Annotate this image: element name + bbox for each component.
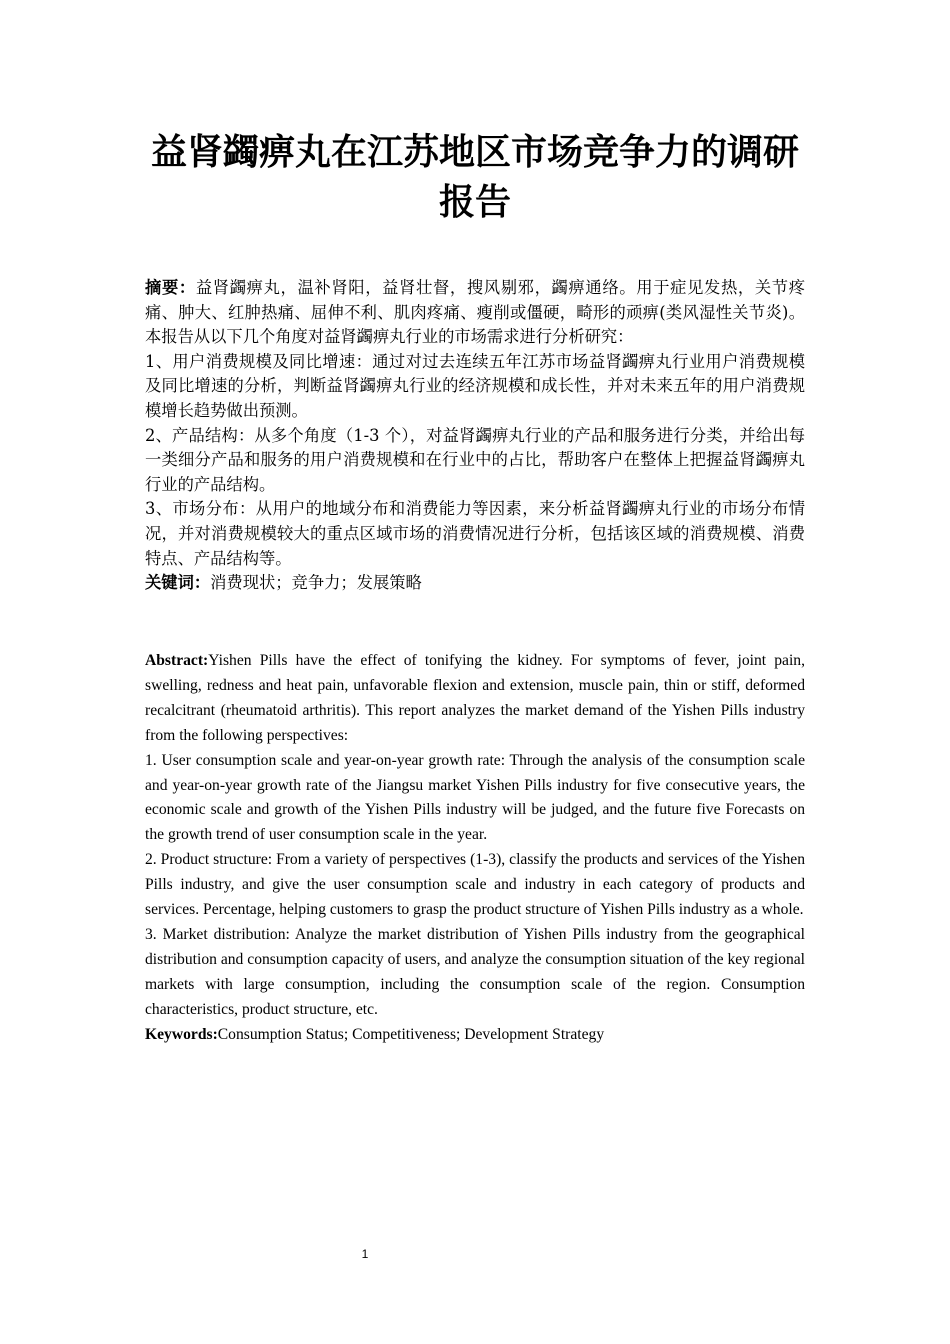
abstract-en-item-1: 1. User consumption scale and year-on-year growth rate: Through the analysis of the consumption scale and year-on-year growth rate of the Jiangsu market Yishen Pills industry for five consecutive years, the economic scale and growth of the Yishen Pills industry will be judged, and the future five Forecasts on the growth trend of user consumption scale in the year.: [145, 751, 805, 844]
keywords-cn-label: 关键词：: [145, 573, 211, 593]
keywords-en-label: Keywords:: [145, 1025, 218, 1043]
keywords-cn: [145, 571, 805, 596]
abstract-cn-item-1: 1、用户消费规模及同比增速：通过对过去连续五年江苏市场益肾蠲痹丸行业用户消费规模及同比增速的分析，判断益肾蠲痹丸行业的经济规模和成长性，并对未来五年的用户消费规模增长趋势做出预测。: [145, 351, 805, 420]
abstract-en-text: Yishen Pills have the effect of tonifying the kidney. For symptoms of fever, joint pain, swelling, redness and heat pain, unfavorable flexion and extension, muscle pain, thin or stiff, deformed recalcitrant (rheumatoid arthritis). This report analyzes the market demand of the Yishen Pills industry from the following perspectives:: [145, 652, 805, 744]
abstract-en-label: Abstract:: [145, 652, 209, 669]
abstract-en-paragraph: [145, 649, 805, 749]
page-title: 益肾蠲痹丸在江苏地区市场竞争力的调研报告: [150, 132, 799, 223]
abstract-cn-text: 益肾蠲痹丸，温补肾阳，益肾壮督，搜风剔邪，蠲痹通络。用于症见发热，关节疼痛、肿大、红肿热痛、屈伸不利、肌肉疼痛、瘦削或僵硬，畸形的顽痹(类风湿性关节炎)。本报告从以下几个角度对益肾蠲痹丸行业的市场需求进行分析研究：: [145, 278, 805, 347]
abstract-chinese: [145, 276, 805, 596]
abstract-cn-label: 摘要：: [145, 278, 196, 297]
page-number: 1: [361, 1247, 369, 1261]
keywords-cn-text: 消费现状；竞争力；发展策略: [210, 573, 422, 593]
abstract-en-item-2: 2. Product structure: From a variety of perspectives (1-3), classify the products and services of the Yishen Pills industry, and give the user consumption scale and industry in each category of products and services. Percentage, helping customers to grasp the product structure of Yishen Pills industry as a whole.: [145, 851, 805, 919]
abstract-en-item-3: 3. Market distribution: Analyze the market distribution of Yishen Pills industry from the geographical distribution and consumption capacity of users, and analyze the consumption situation of the key regional markets with large consumption, including the consumption scale of the region. Consumption characteristics, product structure, etc.: [145, 925, 805, 1018]
abstract-cn-paragraph: [145, 276, 805, 350]
abstract-cn-item-2: 2、产品结构：从多个角度（1-3 个），对益肾蠲痹丸行业的产品和服务进行分类，并给出每一类细分产品和服务的用户消费规模和在行业中的占比，帮助客户在整体上把握益肾蠲痹丸行业的产品结构。: [145, 425, 805, 494]
abstract-english: [145, 649, 805, 1048]
abstract-cn-item-3: 3、市场分布：从用户的地域分布和消费能力等因素，来分析益肾蠲痹丸行业的市场分布情况，并对消费规模较大的重点区域市场的消费情况进行分析，包括该区域的消费规模、消费特点、产品结构等。: [145, 499, 805, 568]
keywords-en: [145, 1023, 805, 1048]
keywords-en-text: Consumption Status; Competitiveness; Development Strategy: [217, 1025, 605, 1043]
